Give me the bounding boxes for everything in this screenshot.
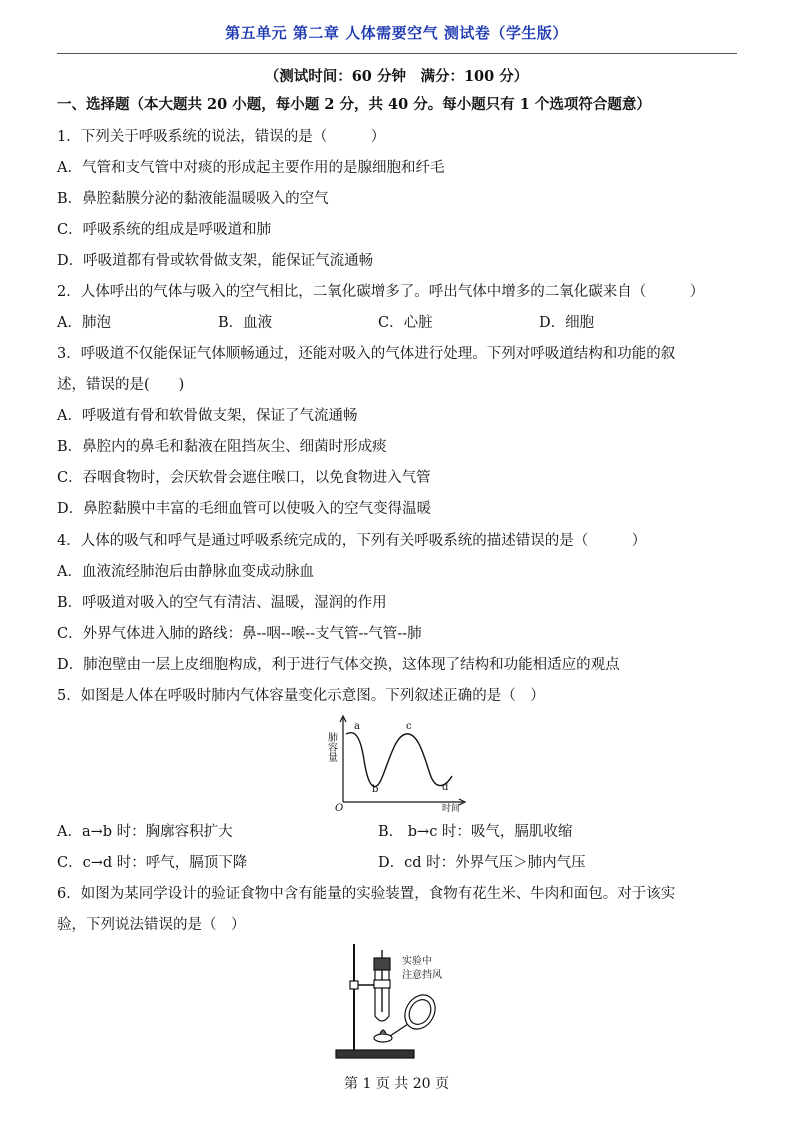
energy-experiment-figure <box>330 940 470 1062</box>
flame <box>380 1030 386 1034</box>
question-1-option-c: C．呼吸系统的组成是呼吸道和肺 <box>57 222 272 238</box>
figure-note-line2: 注意挡风 <box>402 970 442 981</box>
question-5-stem: 5．如图是人体在呼吸时肺内气体容量变化示意图。下列叙述正确的是（ ） <box>57 688 545 704</box>
section-heading: 一、选择题（本大题共 20 小题，每小题 2 分，共 40 分。每小题只有 1 个选项符合题意） <box>57 96 651 113</box>
point-b-label: b <box>372 784 379 795</box>
clamp <box>350 981 358 989</box>
point-a-label: a <box>354 721 360 732</box>
windshield <box>399 989 441 1034</box>
question-2-stem: 2．人体呼出的气体与吸入的空气相比，二氧化碳增多了。呼出气体中增多的二氧化碳来自（ ） <box>57 284 705 300</box>
question-1-option-d: D．呼吸道都有骨或软骨做支架，能保证气流通畅 <box>57 253 374 269</box>
question-1-stem: 1．下列关于呼吸系统的说法，错误的是（ ） <box>57 129 386 145</box>
question-1-option-b: B．鼻腔黏膜分泌的黏液能温暖吸入的空气 <box>57 191 329 207</box>
origin-label: O <box>335 803 344 812</box>
food-sample <box>374 1034 392 1042</box>
page-footer: 第 1 页 共 20 页 <box>344 1076 449 1092</box>
question-3-option-a: A．呼吸道有骨和软骨做支架，保证了气流通畅 <box>57 408 358 424</box>
point-d-label: d <box>442 782 449 793</box>
question-3-stem: 3．呼吸道不仅能保证气体顺畅通过，还能对吸入的气体进行处理。下列对呼吸道结构和功能的叙 <box>57 346 676 362</box>
question-4-option-a: A．血液流经肺泡后由静脉血变成动脉血 <box>57 564 314 580</box>
question-4-stem: 4．人体的吸气和呼气是通过呼吸系统完成的，下列有关呼吸系统的描述错误的是（ ） <box>57 533 647 549</box>
x-axis-label: 时间 <box>442 804 461 812</box>
question-2-option-d: D．细胞 <box>539 315 595 331</box>
y-axis-label: 肺容量 <box>325 732 337 762</box>
question-2-option-c: C．心脏 <box>378 315 433 331</box>
volume-curve <box>346 733 452 787</box>
question-5-option-a: A．a→b 时：胸廓容积扩大 <box>57 824 233 840</box>
question-3-option-b: B．鼻腔内的鼻毛和黏液在阻挡灰尘、细菌时形成痰 <box>57 439 387 455</box>
question-3-option-c: C．吞咽食物时，会厌软骨会遮住喉口，以免食物进入气管 <box>57 470 431 486</box>
question-2-option-a: A．肺泡 <box>57 315 111 331</box>
point-c-label: c <box>406 721 412 732</box>
lung-volume-figure <box>318 712 473 812</box>
test-info: （测试时间：60 分钟 满分：100 分） <box>264 68 529 85</box>
question-1-option-a: A．气管和支气管中对痰的形成起主要作用的是腺细胞和纤毛 <box>57 160 445 176</box>
question-6-stem: 6．如图为某同学设计的验证食物中含有能量的实验装置，食物有花生米、牛肉和面包。对于该实 <box>57 886 676 902</box>
question-3-option-d: D．鼻腔黏膜中丰富的毛细血管可以使吸入的空气变得温暖 <box>57 501 432 517</box>
question-3-stem-continued: 述，错误的是( ) <box>57 377 185 393</box>
question-5-option-d: D．cd 时：外界气压＞肺内气压 <box>378 855 586 871</box>
question-4-option-d: D．肺泡壁由一层上皮细胞构成，利于进行气体交换，这体现了结构和功能相适应的观点 <box>57 657 620 673</box>
document-title: 第五单元 第二章 人体需要空气 测试卷（学生版） <box>225 24 568 42</box>
question-2-option-b: B．血液 <box>218 315 273 331</box>
header-divider <box>57 53 737 54</box>
stopper <box>374 958 390 970</box>
question-4-option-c: C．外界气体进入肺的路线：鼻--咽--喉--支气管--气管--肺 <box>57 626 422 642</box>
question-6-stem-continued: 验，下列说法错误的是（ ） <box>57 917 246 933</box>
stand-base <box>336 1050 414 1058</box>
question-5-option-b: B． b→c 时：吸气，膈肌收缩 <box>378 824 573 840</box>
question-5-option-c: C．c→d 时：呼气，膈顶下降 <box>57 855 248 871</box>
figure-note-line1: 实验中 <box>402 956 432 967</box>
question-4-option-b: B．呼吸道对吸入的空气有清洁、温暖，湿润的作用 <box>57 595 387 611</box>
